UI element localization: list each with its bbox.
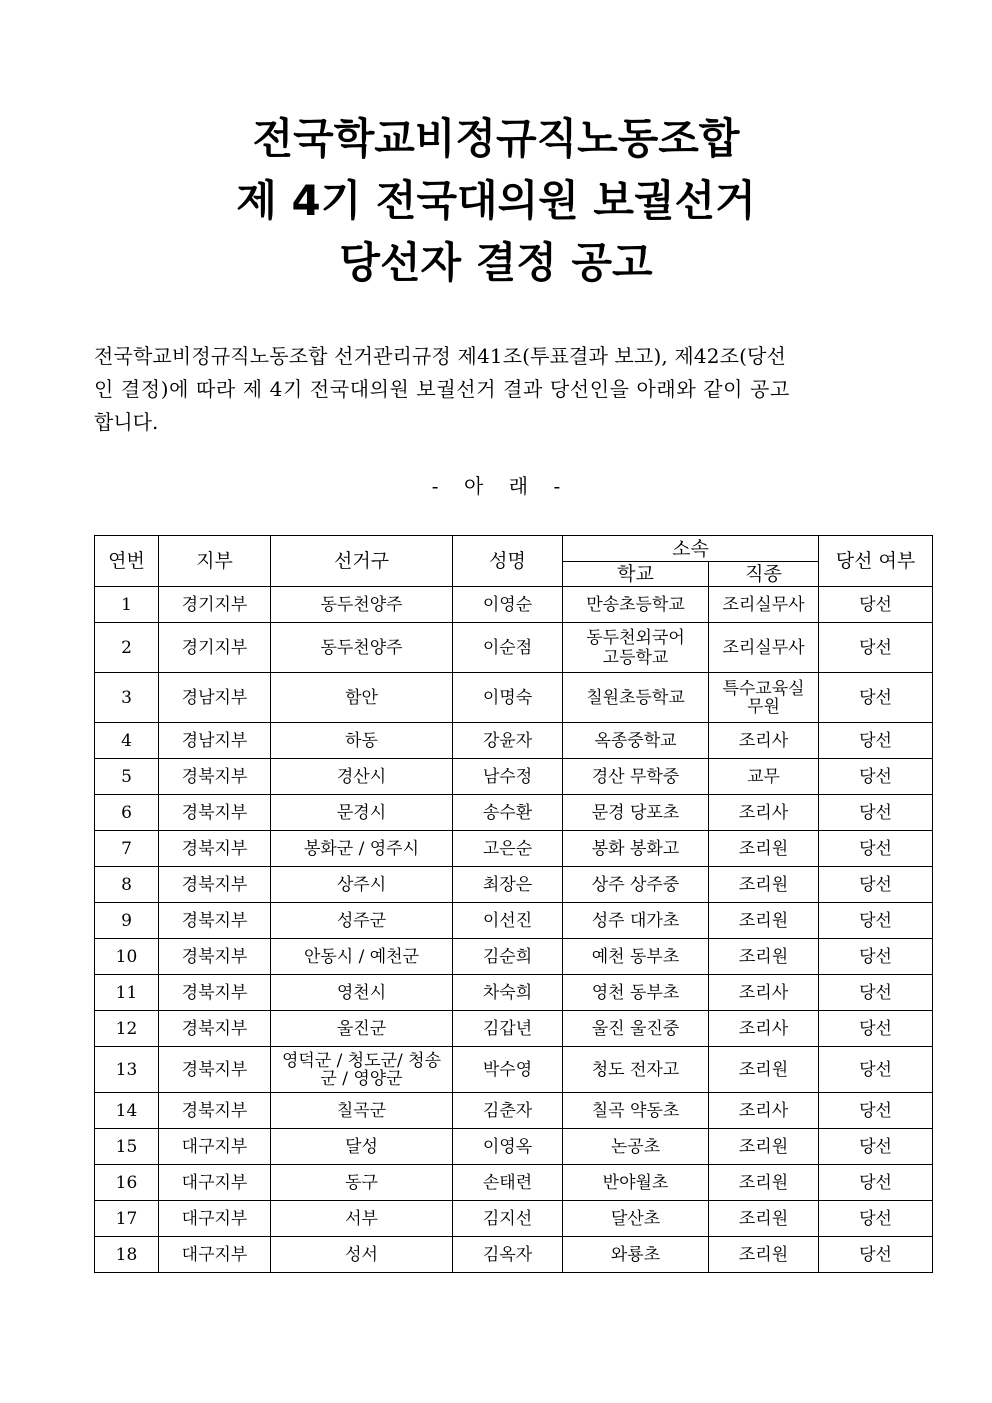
cell-job: 조리실무사 <box>709 623 819 673</box>
header-name: 성명 <box>453 536 563 587</box>
cell-school: 만송초등학교 <box>563 587 709 623</box>
cell-job: 조리사 <box>709 1011 819 1047</box>
cell-job: 조리사 <box>709 1093 819 1129</box>
cell-branch: 경북지부 <box>159 1011 271 1047</box>
cell-name: 김춘자 <box>453 1093 563 1129</box>
cell-no: 14 <box>95 1093 159 1129</box>
header-district: 선거구 <box>271 536 453 587</box>
cell-school: 동두천외국어 고등학교 <box>563 623 709 673</box>
cell-school: 봉화 봉화고 <box>563 831 709 867</box>
cell-name: 최장은 <box>453 867 563 903</box>
cell-branch: 대구지부 <box>159 1165 271 1201</box>
cell-school: 칠원초등학교 <box>563 673 709 723</box>
cell-result: 당선 <box>819 759 933 795</box>
cell-name: 송수환 <box>453 795 563 831</box>
cell-district: 안동시 / 예천군 <box>271 939 453 975</box>
cell-name: 김갑년 <box>453 1011 563 1047</box>
cell-school: 달산초 <box>563 1201 709 1237</box>
cell-district: 영덕군 / 청도군/ 청송군 / 영양군 <box>271 1047 453 1093</box>
cell-result: 당선 <box>819 587 933 623</box>
document-title <box>0 108 992 294</box>
cell-job: 조리원 <box>709 1237 819 1273</box>
cell-job: 특수교육실 무원 <box>709 673 819 723</box>
cell-school: 상주 상주중 <box>563 867 709 903</box>
cell-job: 조리원 <box>709 1047 819 1093</box>
cell-result: 당선 <box>819 975 933 1011</box>
cell-district: 칠곡군 <box>271 1093 453 1129</box>
cell-branch: 경남지부 <box>159 673 271 723</box>
cell-job: 조리사 <box>709 795 819 831</box>
table-row <box>95 975 933 1011</box>
cell-district: 동구 <box>271 1165 453 1201</box>
cell-name: 손태련 <box>453 1165 563 1201</box>
cell-branch: 경북지부 <box>159 1093 271 1129</box>
intro-line-2: 인 결정)에 따라 제 4기 전국대의원 보궐선거 결과 당선인을 아래와 같이 공고 <box>94 377 790 401</box>
cell-name: 강윤자 <box>453 723 563 759</box>
cell-result: 당선 <box>819 795 933 831</box>
cell-branch: 대구지부 <box>159 1129 271 1165</box>
title-line-3: 당선자 결정 공고 <box>339 238 653 287</box>
cell-no: 17 <box>95 1201 159 1237</box>
cell-district: 달성 <box>271 1129 453 1165</box>
table-row <box>95 1011 933 1047</box>
intro-paragraph <box>94 340 894 439</box>
table-row <box>95 1237 933 1273</box>
cell-no: 18 <box>95 1237 159 1273</box>
cell-school: 논공초 <box>563 1129 709 1165</box>
cell-school: 청도 전자고 <box>563 1047 709 1093</box>
cell-name: 이순점 <box>453 623 563 673</box>
cell-school: 옥종중학교 <box>563 723 709 759</box>
cell-district: 동두천양주 <box>271 587 453 623</box>
cell-result: 당선 <box>819 723 933 759</box>
cell-job: 조리사 <box>709 723 819 759</box>
cell-name: 차숙희 <box>453 975 563 1011</box>
cell-job: 교무 <box>709 759 819 795</box>
cell-branch: 경북지부 <box>159 939 271 975</box>
cell-result: 당선 <box>819 1047 933 1093</box>
cell-branch: 경북지부 <box>159 975 271 1011</box>
cell-name: 고은순 <box>453 831 563 867</box>
table-body <box>95 587 933 1273</box>
cell-no: 2 <box>95 623 159 673</box>
cell-no: 5 <box>95 759 159 795</box>
cell-school: 울진 울진중 <box>563 1011 709 1047</box>
table-row <box>95 623 933 673</box>
header-affiliation: 소속 <box>563 536 819 562</box>
cell-no: 10 <box>95 939 159 975</box>
cell-branch: 대구지부 <box>159 1237 271 1273</box>
cell-district: 하동 <box>271 723 453 759</box>
cell-branch: 경기지부 <box>159 623 271 673</box>
cell-no: 13 <box>95 1047 159 1093</box>
cell-school: 영천 동부초 <box>563 975 709 1011</box>
table-row <box>95 939 933 975</box>
title-line-2: 제 4기 전국대의원 보궐선거 <box>236 176 756 225</box>
cell-name: 김옥자 <box>453 1237 563 1273</box>
cell-result: 당선 <box>819 1129 933 1165</box>
cell-name: 이영옥 <box>453 1129 563 1165</box>
cell-no: 12 <box>95 1011 159 1047</box>
cell-result: 당선 <box>819 1201 933 1237</box>
cell-job: 조리원 <box>709 1165 819 1201</box>
cell-no: 9 <box>95 903 159 939</box>
cell-school: 성주 대가초 <box>563 903 709 939</box>
cell-job: 조리원 <box>709 831 819 867</box>
cell-name: 이선진 <box>453 903 563 939</box>
cell-no: 7 <box>95 831 159 867</box>
cell-result: 당선 <box>819 1093 933 1129</box>
cell-no: 15 <box>95 1129 159 1165</box>
cell-job: 조리원 <box>709 1201 819 1237</box>
cell-district: 함안 <box>271 673 453 723</box>
cell-name: 남수정 <box>453 759 563 795</box>
cell-district: 울진군 <box>271 1011 453 1047</box>
cell-name: 이명숙 <box>453 673 563 723</box>
cell-result: 당선 <box>819 867 933 903</box>
cell-no: 8 <box>95 867 159 903</box>
cell-school: 문경 당포초 <box>563 795 709 831</box>
cell-district: 영천시 <box>271 975 453 1011</box>
cell-name: 김순희 <box>453 939 563 975</box>
table-row <box>95 867 933 903</box>
cell-branch: 경북지부 <box>159 759 271 795</box>
table-row <box>95 759 933 795</box>
cell-result: 당선 <box>819 1237 933 1273</box>
table-row <box>95 1165 933 1201</box>
cell-result: 당선 <box>819 623 933 673</box>
cell-job: 조리원 <box>709 903 819 939</box>
title-line-1: 전국학교비정규직노동조합 <box>252 114 740 163</box>
header-no: 연번 <box>95 536 159 587</box>
cell-school: 예천 동부초 <box>563 939 709 975</box>
table-row <box>95 831 933 867</box>
cell-district: 동두천양주 <box>271 623 453 673</box>
cell-branch: 경북지부 <box>159 1047 271 1093</box>
table-row <box>95 587 933 623</box>
cell-job: 조리실무사 <box>709 587 819 623</box>
table-row <box>95 1047 933 1093</box>
cell-name: 김지선 <box>453 1201 563 1237</box>
header-branch: 지부 <box>159 536 271 587</box>
cell-no: 3 <box>95 673 159 723</box>
cell-result: 당선 <box>819 1011 933 1047</box>
cell-branch: 경북지부 <box>159 867 271 903</box>
cell-district: 상주시 <box>271 867 453 903</box>
table-row <box>95 795 933 831</box>
cell-branch: 경북지부 <box>159 903 271 939</box>
header-school: 학교 <box>563 562 709 587</box>
intro-line-3: 합니다. <box>94 410 159 434</box>
cell-result: 당선 <box>819 673 933 723</box>
cell-job: 조리사 <box>709 975 819 1011</box>
header-job: 직종 <box>709 562 819 587</box>
cell-district: 봉화군 / 영주시 <box>271 831 453 867</box>
cell-no: 4 <box>95 723 159 759</box>
table-row <box>95 723 933 759</box>
cell-school: 와룡초 <box>563 1237 709 1273</box>
cell-result: 당선 <box>819 903 933 939</box>
cell-result: 당선 <box>819 1165 933 1201</box>
cell-branch: 경기지부 <box>159 587 271 623</box>
cell-branch: 경북지부 <box>159 795 271 831</box>
table-row <box>95 903 933 939</box>
cell-district: 성주군 <box>271 903 453 939</box>
cell-school: 경산 무학중 <box>563 759 709 795</box>
cell-result: 당선 <box>819 831 933 867</box>
results-table <box>94 535 933 1273</box>
table-row <box>95 673 933 723</box>
cell-job: 조리원 <box>709 939 819 975</box>
cell-name: 박수영 <box>453 1047 563 1093</box>
cell-district: 서부 <box>271 1201 453 1237</box>
header-result: 당선 여부 <box>819 536 933 587</box>
cell-job: 조리원 <box>709 1129 819 1165</box>
table-row <box>95 1093 933 1129</box>
cell-no: 16 <box>95 1165 159 1201</box>
cell-branch: 경북지부 <box>159 831 271 867</box>
intro-line-1: 전국학교비정규직노동조합 선거관리규정 제41조(투표결과 보고), 제42조(당선 <box>94 344 786 368</box>
cell-no: 11 <box>95 975 159 1011</box>
cell-school: 칠곡 약동초 <box>563 1093 709 1129</box>
notice-heading: - 아 래 - <box>431 474 561 498</box>
table-row <box>95 1201 933 1237</box>
table-row <box>95 1129 933 1165</box>
cell-result: 당선 <box>819 939 933 975</box>
cell-branch: 경남지부 <box>159 723 271 759</box>
cell-no: 6 <box>95 795 159 831</box>
cell-branch: 대구지부 <box>159 1201 271 1237</box>
cell-no: 1 <box>95 587 159 623</box>
cell-school: 반야월초 <box>563 1165 709 1201</box>
cell-district: 문경시 <box>271 795 453 831</box>
cell-district: 경산시 <box>271 759 453 795</box>
cell-job: 조리원 <box>709 867 819 903</box>
cell-name: 이영순 <box>453 587 563 623</box>
cell-district: 성서 <box>271 1237 453 1273</box>
